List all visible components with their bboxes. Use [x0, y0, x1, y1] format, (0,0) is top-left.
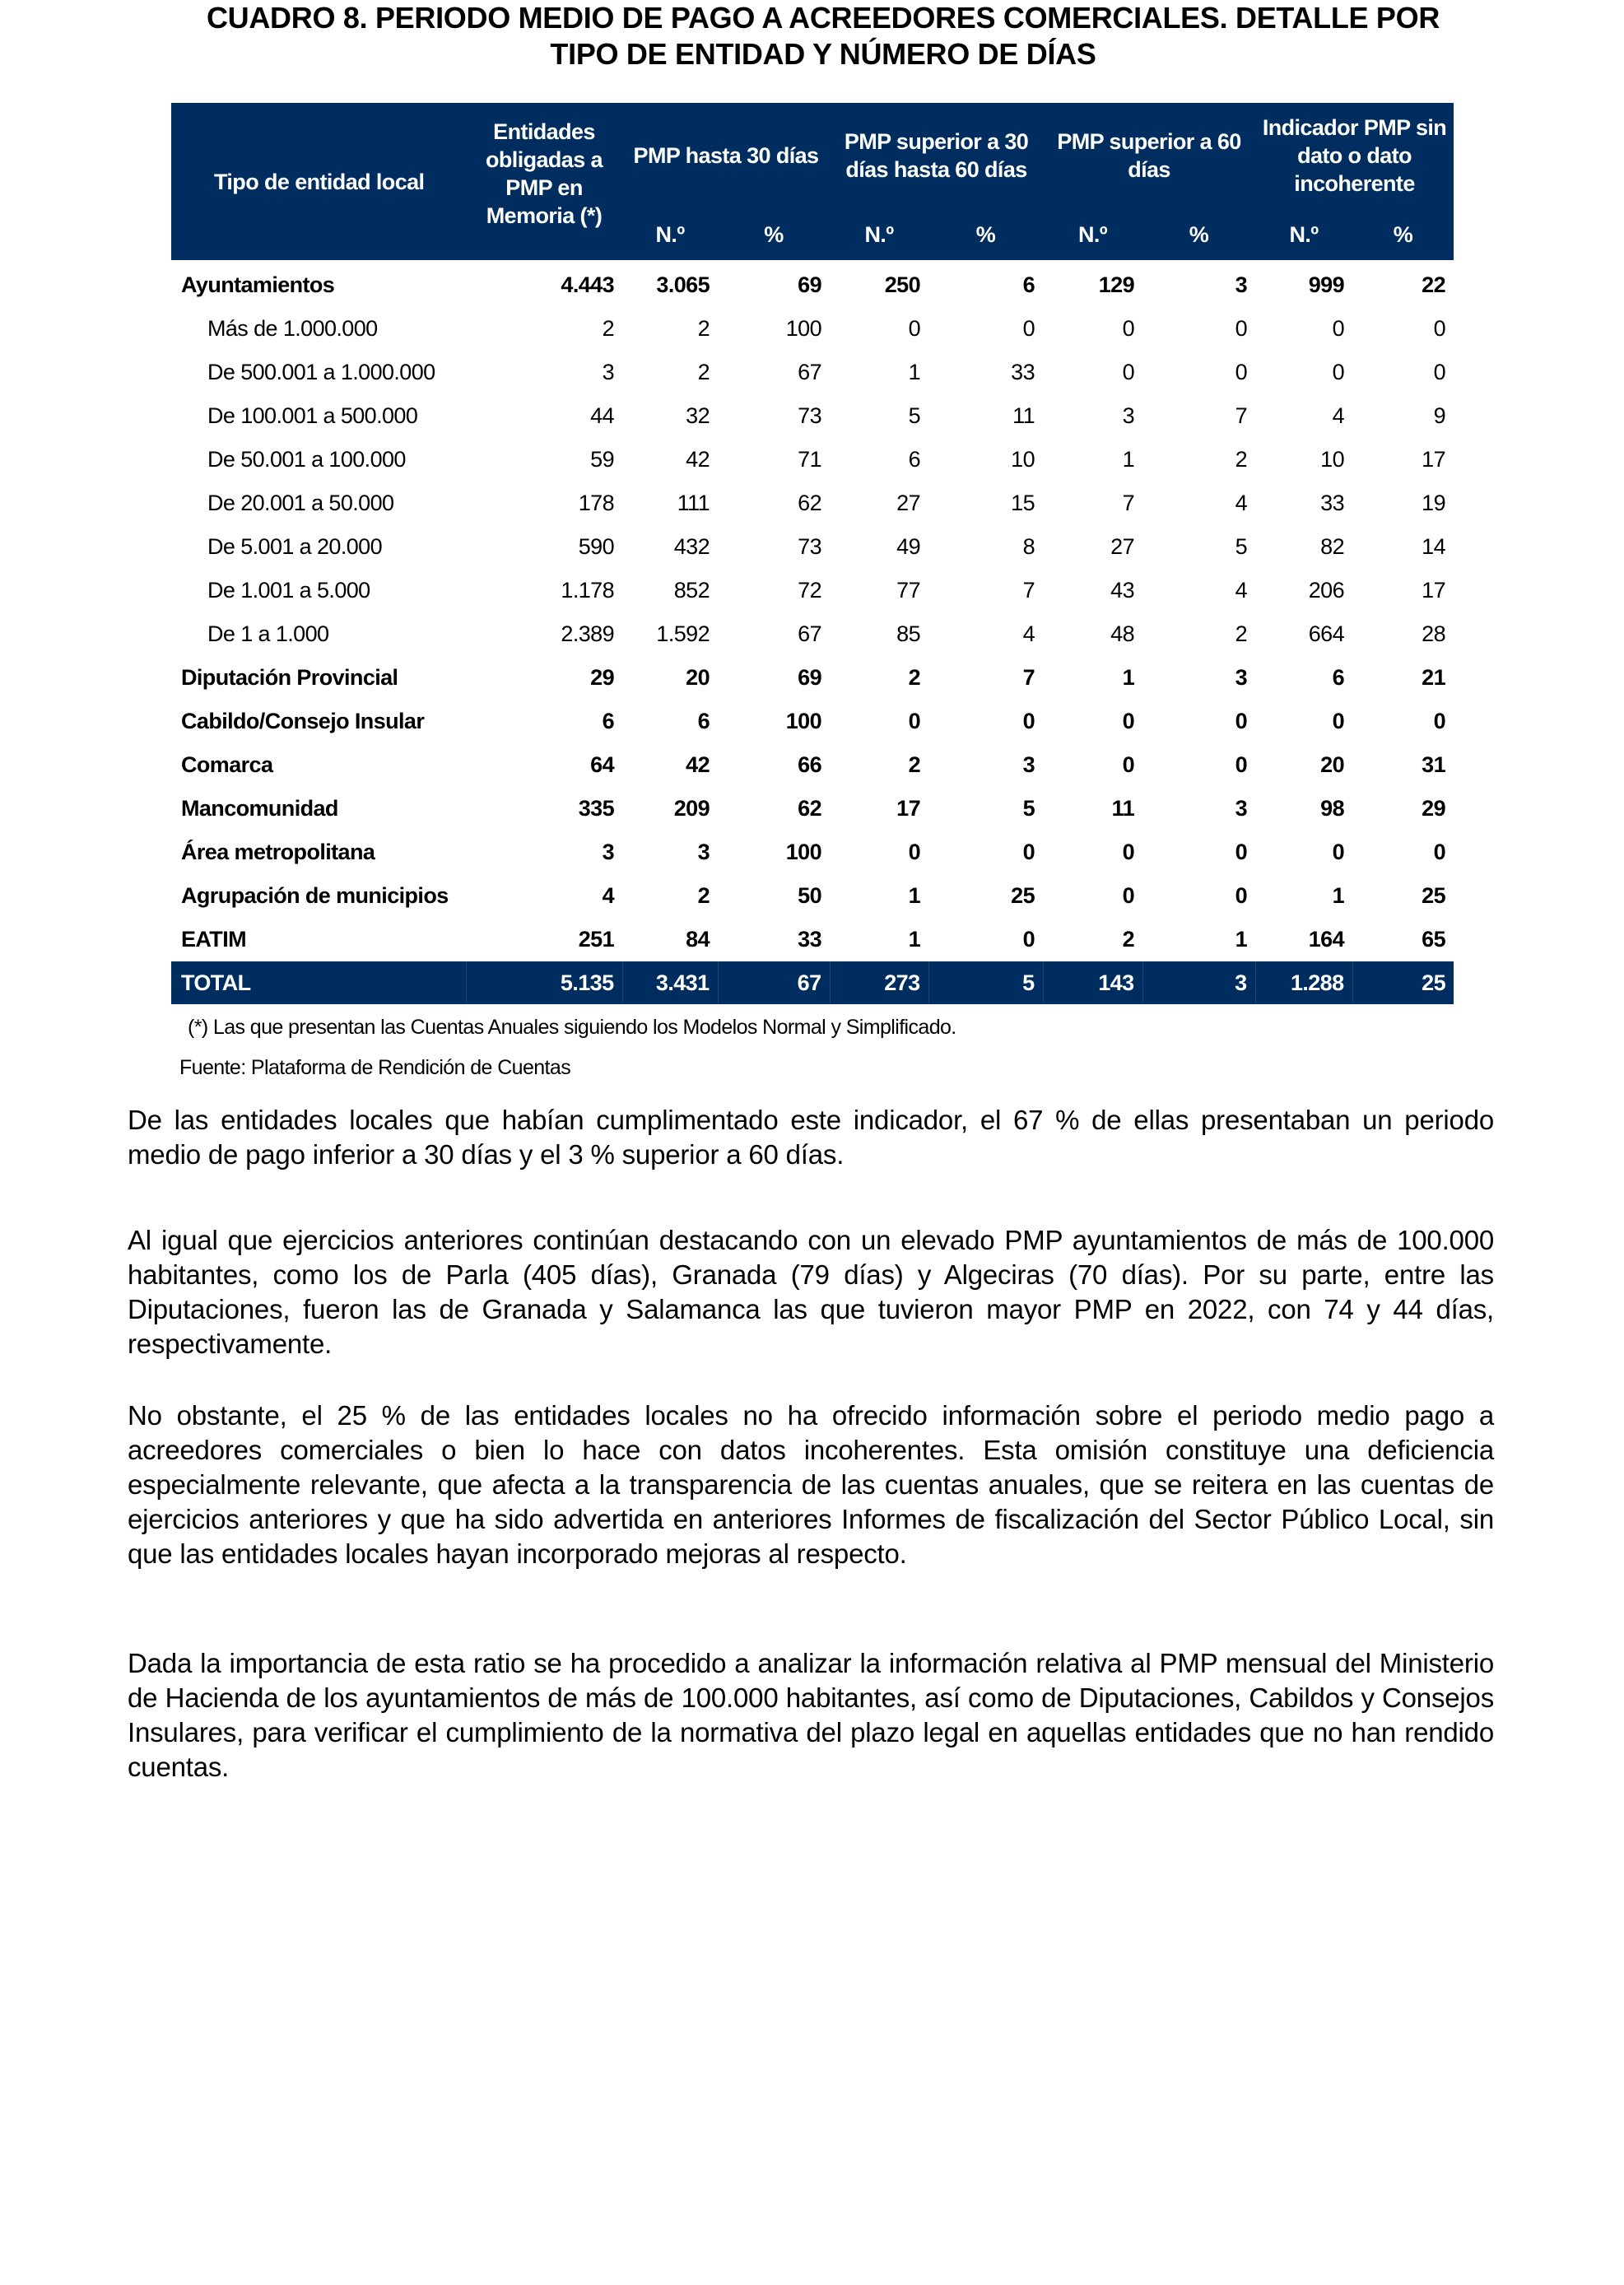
subheader-pct: % — [1142, 208, 1255, 260]
cell-value: 2 — [1235, 447, 1248, 472]
total-value: 5.135 — [466, 961, 622, 1004]
cell-value: 27 — [896, 491, 921, 515]
cell-value: 4 — [602, 883, 614, 908]
cell-value: 25 — [1422, 883, 1446, 908]
cell-value: 0 — [908, 709, 921, 733]
cell-value: 20 — [1320, 752, 1345, 777]
cell-value: 2 — [697, 316, 710, 341]
cell-value: 6 — [602, 709, 614, 733]
cell-value: 17 — [896, 796, 921, 821]
cell-value: 33 — [1011, 360, 1035, 384]
cell-value: 0 — [1235, 316, 1248, 341]
cell-value: 1 — [1122, 665, 1135, 690]
cell-value: 2 — [1122, 927, 1135, 952]
cell-value: 6 — [908, 447, 921, 472]
cell-value: 2.389 — [561, 621, 614, 646]
cell-value: 4.443 — [561, 272, 614, 297]
cell-value: 0 — [1122, 316, 1135, 341]
cell-value: 1 — [1332, 883, 1345, 908]
cell-value: 17 — [1422, 447, 1446, 472]
cell-value: 33 — [798, 927, 822, 952]
cell-value: 6 — [1332, 665, 1345, 690]
cell-value: 5 — [908, 403, 921, 428]
cell-value: 3 — [602, 360, 614, 384]
table-title-line-1: CUADRO 8. PERIODO MEDIO DE PAGO A ACREEDORES COMERCIALES. DETALLE POR — [206, 1, 1440, 35]
cell-value: 0 — [1332, 360, 1345, 384]
subheader-pct: % — [1352, 208, 1454, 260]
cell-value: 3 — [1022, 752, 1035, 777]
table-row — [171, 394, 1454, 438]
cell-value: 17 — [1422, 578, 1446, 603]
cell-value: 7 — [1022, 665, 1035, 690]
cell-value: 3 — [1235, 665, 1248, 690]
paragraph-1: De las entidades locales que habían cumplimentado este indicador, el 67 % de ellas presentaban un periodo medio de pago inferior a 30 días y el 3 % superior a 60 días. — [128, 1105, 1494, 1170]
cell-value: 67 — [798, 621, 822, 646]
cell-value: 0 — [1332, 316, 1345, 341]
table-title-line-2: TIPO DE ENTIDAD Y NÚMERO DE DÍAS — [550, 37, 1096, 71]
cell-value: 2 — [908, 752, 921, 777]
cell-value: 0 — [1022, 840, 1035, 864]
cell-value: 3 — [1235, 272, 1248, 297]
table-row — [171, 525, 1454, 569]
subheader-num: N.º — [622, 208, 718, 260]
cell-value: 73 — [798, 403, 822, 428]
cell-value: 4 — [1022, 621, 1035, 646]
cell-value: 44 — [590, 403, 614, 428]
row-label: EATIM — [181, 927, 246, 952]
cell-value: 7 — [1022, 578, 1035, 603]
cell-value: 28 — [1422, 621, 1446, 646]
cell-value: 64 — [590, 752, 614, 777]
cell-value: 11 — [1012, 403, 1035, 428]
cell-value: 0 — [1433, 316, 1446, 341]
row-label: Ayuntamientos — [181, 272, 335, 297]
cell-value: 7 — [1122, 491, 1135, 515]
cell-value: 73 — [798, 534, 822, 559]
cell-value: 59 — [590, 447, 614, 472]
cell-value: 0 — [1235, 752, 1248, 777]
cell-value: 164 — [1308, 927, 1345, 952]
row-label: De 50.001 a 100.000 — [207, 447, 406, 472]
total-value: 25 — [1352, 961, 1454, 1004]
cell-value: 0 — [1433, 709, 1446, 733]
row-label: De 100.001 a 500.000 — [207, 403, 418, 428]
cell-value: 3 — [602, 840, 614, 864]
row-label: Más de 1.000.000 — [207, 316, 378, 341]
cell-value: 21 — [1422, 665, 1446, 690]
cell-value: 1 — [908, 883, 921, 908]
cell-value: 20 — [686, 665, 710, 690]
cell-value: 0 — [1433, 360, 1446, 384]
cell-value: 6 — [697, 709, 710, 733]
table-row — [171, 307, 1454, 351]
cell-value: 29 — [590, 665, 614, 690]
cell-value: 48 — [1110, 621, 1135, 646]
cell-value: 0 — [1022, 709, 1035, 733]
cell-value: 42 — [686, 752, 710, 777]
cell-value: 129 — [1098, 272, 1135, 297]
row-label: Cabildo/Consejo Insular — [181, 709, 425, 733]
cell-value: 82 — [1320, 534, 1345, 559]
cell-value: 62 — [798, 796, 822, 821]
row-label: Mancomunidad — [181, 796, 338, 821]
table-row — [171, 260, 1454, 307]
cell-value: 27 — [1110, 534, 1135, 559]
cell-value: 4 — [1332, 403, 1345, 428]
cell-value: 590 — [578, 534, 614, 559]
cell-value: 29 — [1422, 796, 1446, 821]
cell-value: 10 — [1320, 447, 1345, 472]
cell-value: 0 — [1332, 840, 1345, 864]
header-pmp-hasta-30: PMP hasta 30 días — [622, 103, 830, 208]
cell-value: 0 — [1122, 360, 1135, 384]
table-row — [171, 743, 1454, 787]
cell-value: 1 — [908, 927, 921, 952]
total-value: 273 — [830, 961, 928, 1004]
total-value: 3 — [1142, 961, 1255, 1004]
cell-value: 0 — [908, 840, 921, 864]
cell-value: 4 — [1235, 578, 1248, 603]
table-row — [171, 612, 1454, 656]
cell-value: 3 — [1235, 796, 1248, 821]
cell-value: 432 — [673, 534, 710, 559]
table-row — [171, 351, 1454, 394]
cell-value: 72 — [798, 578, 822, 603]
row-label: De 1 a 1.000 — [207, 621, 329, 646]
row-label: Agrupación de municipios — [181, 883, 449, 908]
row-label: De 5.001 a 20.000 — [207, 534, 382, 559]
cell-value: 4 — [1235, 491, 1248, 515]
cell-value: 0 — [1235, 709, 1248, 733]
table-row — [171, 787, 1454, 831]
cell-value: 5 — [1022, 796, 1035, 821]
cell-value: 66 — [798, 752, 822, 777]
cell-value: 111 — [677, 491, 710, 515]
total-value: 1.288 — [1255, 961, 1352, 1004]
cell-value: 67 — [798, 360, 822, 384]
cell-value: 65 — [1422, 927, 1446, 952]
cell-value: 0 — [1235, 883, 1248, 908]
cell-value: 209 — [673, 796, 710, 821]
cell-value: 0 — [1122, 840, 1135, 864]
cell-value: 0 — [908, 316, 921, 341]
cell-value: 15 — [1011, 491, 1035, 515]
cell-value: 2 — [1235, 621, 1248, 646]
cell-value: 7 — [1235, 403, 1248, 428]
cell-value: 9 — [1433, 403, 1446, 428]
subheader-num: N.º — [1255, 208, 1352, 260]
cell-value: 0 — [1235, 840, 1248, 864]
cell-value: 999 — [1308, 272, 1345, 297]
cell-value: 14 — [1422, 534, 1446, 559]
cell-value: 31 — [1422, 752, 1446, 777]
cell-value: 0 — [1235, 360, 1248, 384]
subheader-pct: % — [718, 208, 830, 260]
cell-value: 0 — [1022, 316, 1035, 341]
cell-value: 100 — [785, 316, 822, 341]
cell-value: 85 — [896, 621, 921, 646]
cell-value: 2 — [908, 665, 921, 690]
cell-value: 0 — [1022, 927, 1035, 952]
row-label: De 1.001 a 5.000 — [207, 578, 370, 603]
cell-value: 335 — [578, 796, 614, 821]
row-label: De 20.001 a 50.000 — [207, 491, 394, 515]
total-row — [171, 961, 1454, 1004]
table-row — [171, 918, 1454, 961]
paragraph-3: No obstante, el 25 % de las entidades locales no ha ofrecido información sobre el periodo medio pago a acreedores comerciales o bien lo hace con datos incoherentes. Esta omisión constituye una deficiencia especialmente relevante, que afecta a la transparencia de las cuentas anuales, que se reitera en las cuentas de ejercicios anteriores y que ha sido advertida en anteriores Informes de fiscalización del Sector Público Local, sin que las entidades locales hayan incorporado mejoras al respecto. — [128, 1400, 1494, 1569]
cell-value: 71 — [798, 447, 822, 472]
cell-value: 0 — [1122, 709, 1135, 733]
table-row — [171, 700, 1454, 743]
table-row — [171, 482, 1454, 525]
table-row — [171, 874, 1454, 918]
cell-value: 69 — [798, 665, 822, 690]
cell-value: 0 — [1122, 752, 1135, 777]
total-label: TOTAL — [171, 961, 466, 1004]
header-pmp-30-60: PMP superior a 30 días hasta 60 días — [830, 103, 1043, 208]
cell-value: 1.592 — [656, 621, 710, 646]
total-value: 143 — [1043, 961, 1142, 1004]
cell-value: 250 — [884, 272, 921, 297]
cell-value: 43 — [1110, 578, 1135, 603]
cell-value: 49 — [896, 534, 921, 559]
cell-value: 251 — [578, 927, 614, 952]
cell-value: 25 — [1011, 883, 1035, 908]
paragraph-2: Al igual que ejercicios anteriores continúan destacando con un elevado PMP ayuntamientos de más de 100.000 habitantes, como los de Parla (405 días), Granada (79 días) y Algeciras (70 días). Por su parte, entre las Diputaciones, fueron las de Granada y Salamanca las que tuvieron mayor PMP en 2022, con 74 y 44 días, respectivamente. — [128, 1225, 1494, 1359]
paragraph-4: Dada la importancia de esta ratio se ha procedido a analizar la información relativa al PMP mensual del Ministerio de Hacienda de los ayuntamientos de más de 100.000 habitantes, así como de Diputaciones, Cabildos y Consejos Insulares, para verificar el cumplimiento de la normativa del plazo legal en aquellas entidades que no han rendido cuentas. — [128, 1648, 1494, 1782]
table-row — [171, 438, 1454, 482]
cell-value: 1 — [1235, 927, 1248, 952]
cell-value: 100 — [785, 840, 822, 864]
header-tipo-entidad: Tipo de entidad local — [171, 103, 466, 260]
cell-value: 32 — [686, 403, 710, 428]
table-title — [123, 0, 1523, 72]
source-note: Fuente: Plataforma de Rendición de Cuentas — [179, 1056, 571, 1079]
cell-value: 77 — [896, 578, 921, 603]
total-value: 5 — [928, 961, 1043, 1004]
cell-value: 178 — [578, 491, 614, 515]
row-label: Diputación Provincial — [181, 665, 398, 690]
row-label: Área metropolitana — [181, 840, 375, 864]
cell-value: 3 — [697, 840, 710, 864]
cell-value: 852 — [673, 578, 710, 603]
row-label: Comarca — [181, 752, 273, 777]
cell-value: 100 — [785, 709, 822, 733]
cell-value: 2 — [602, 316, 614, 341]
cell-value: 33 — [1320, 491, 1345, 515]
cell-value: 98 — [1320, 796, 1345, 821]
table-row — [171, 569, 1454, 612]
cell-value: 0 — [1433, 840, 1446, 864]
table-body — [171, 260, 1454, 1004]
total-value: 67 — [718, 961, 830, 1004]
cell-value: 62 — [798, 491, 822, 515]
table-header — [171, 103, 1454, 260]
cell-value: 1 — [1122, 447, 1135, 472]
cell-value: 11 — [1111, 796, 1135, 821]
cell-value: 206 — [1308, 578, 1345, 603]
cell-value: 69 — [798, 272, 822, 297]
pmp-table — [171, 103, 1454, 1004]
cell-value: 664 — [1308, 621, 1345, 646]
table-row — [171, 656, 1454, 700]
cell-value: 1 — [908, 360, 921, 384]
cell-value: 5 — [1235, 534, 1248, 559]
cell-value: 3 — [1122, 403, 1135, 428]
total-value: 3.431 — [622, 961, 718, 1004]
cell-value: 50 — [798, 883, 822, 908]
header-sin-dato: Indicador PMP sin dato o dato incoherente — [1255, 103, 1454, 208]
cell-value: 6 — [1022, 272, 1035, 297]
cell-value: 22 — [1422, 272, 1446, 297]
cell-value: 0 — [1122, 883, 1135, 908]
header-pmp-mas-60: PMP superior a 60 días — [1043, 103, 1255, 208]
cell-value: 3.065 — [656, 272, 710, 297]
cell-value: 10 — [1011, 447, 1035, 472]
subheader-num: N.º — [1043, 208, 1142, 260]
cell-value: 2 — [697, 883, 710, 908]
subheader-num: N.º — [830, 208, 928, 260]
subheader-pct: % — [928, 208, 1043, 260]
cell-value: 8 — [1022, 534, 1035, 559]
cell-value: 1.178 — [561, 578, 614, 603]
header-entidades-obligadas: Entidades obligadas a PMP en Memoria (*) — [466, 103, 622, 260]
cell-value: 42 — [686, 447, 710, 472]
cell-value: 84 — [686, 927, 710, 952]
cell-value: 19 — [1422, 491, 1446, 515]
table-row — [171, 831, 1454, 874]
row-label: De 500.001 a 1.000.000 — [207, 360, 435, 384]
cell-value: 0 — [1332, 709, 1345, 733]
footnote: (*) Las que presentan las Cuentas Anuales siguiendo los Modelos Normal y Simplificado. — [188, 1016, 956, 1039]
cell-value: 2 — [697, 360, 710, 384]
